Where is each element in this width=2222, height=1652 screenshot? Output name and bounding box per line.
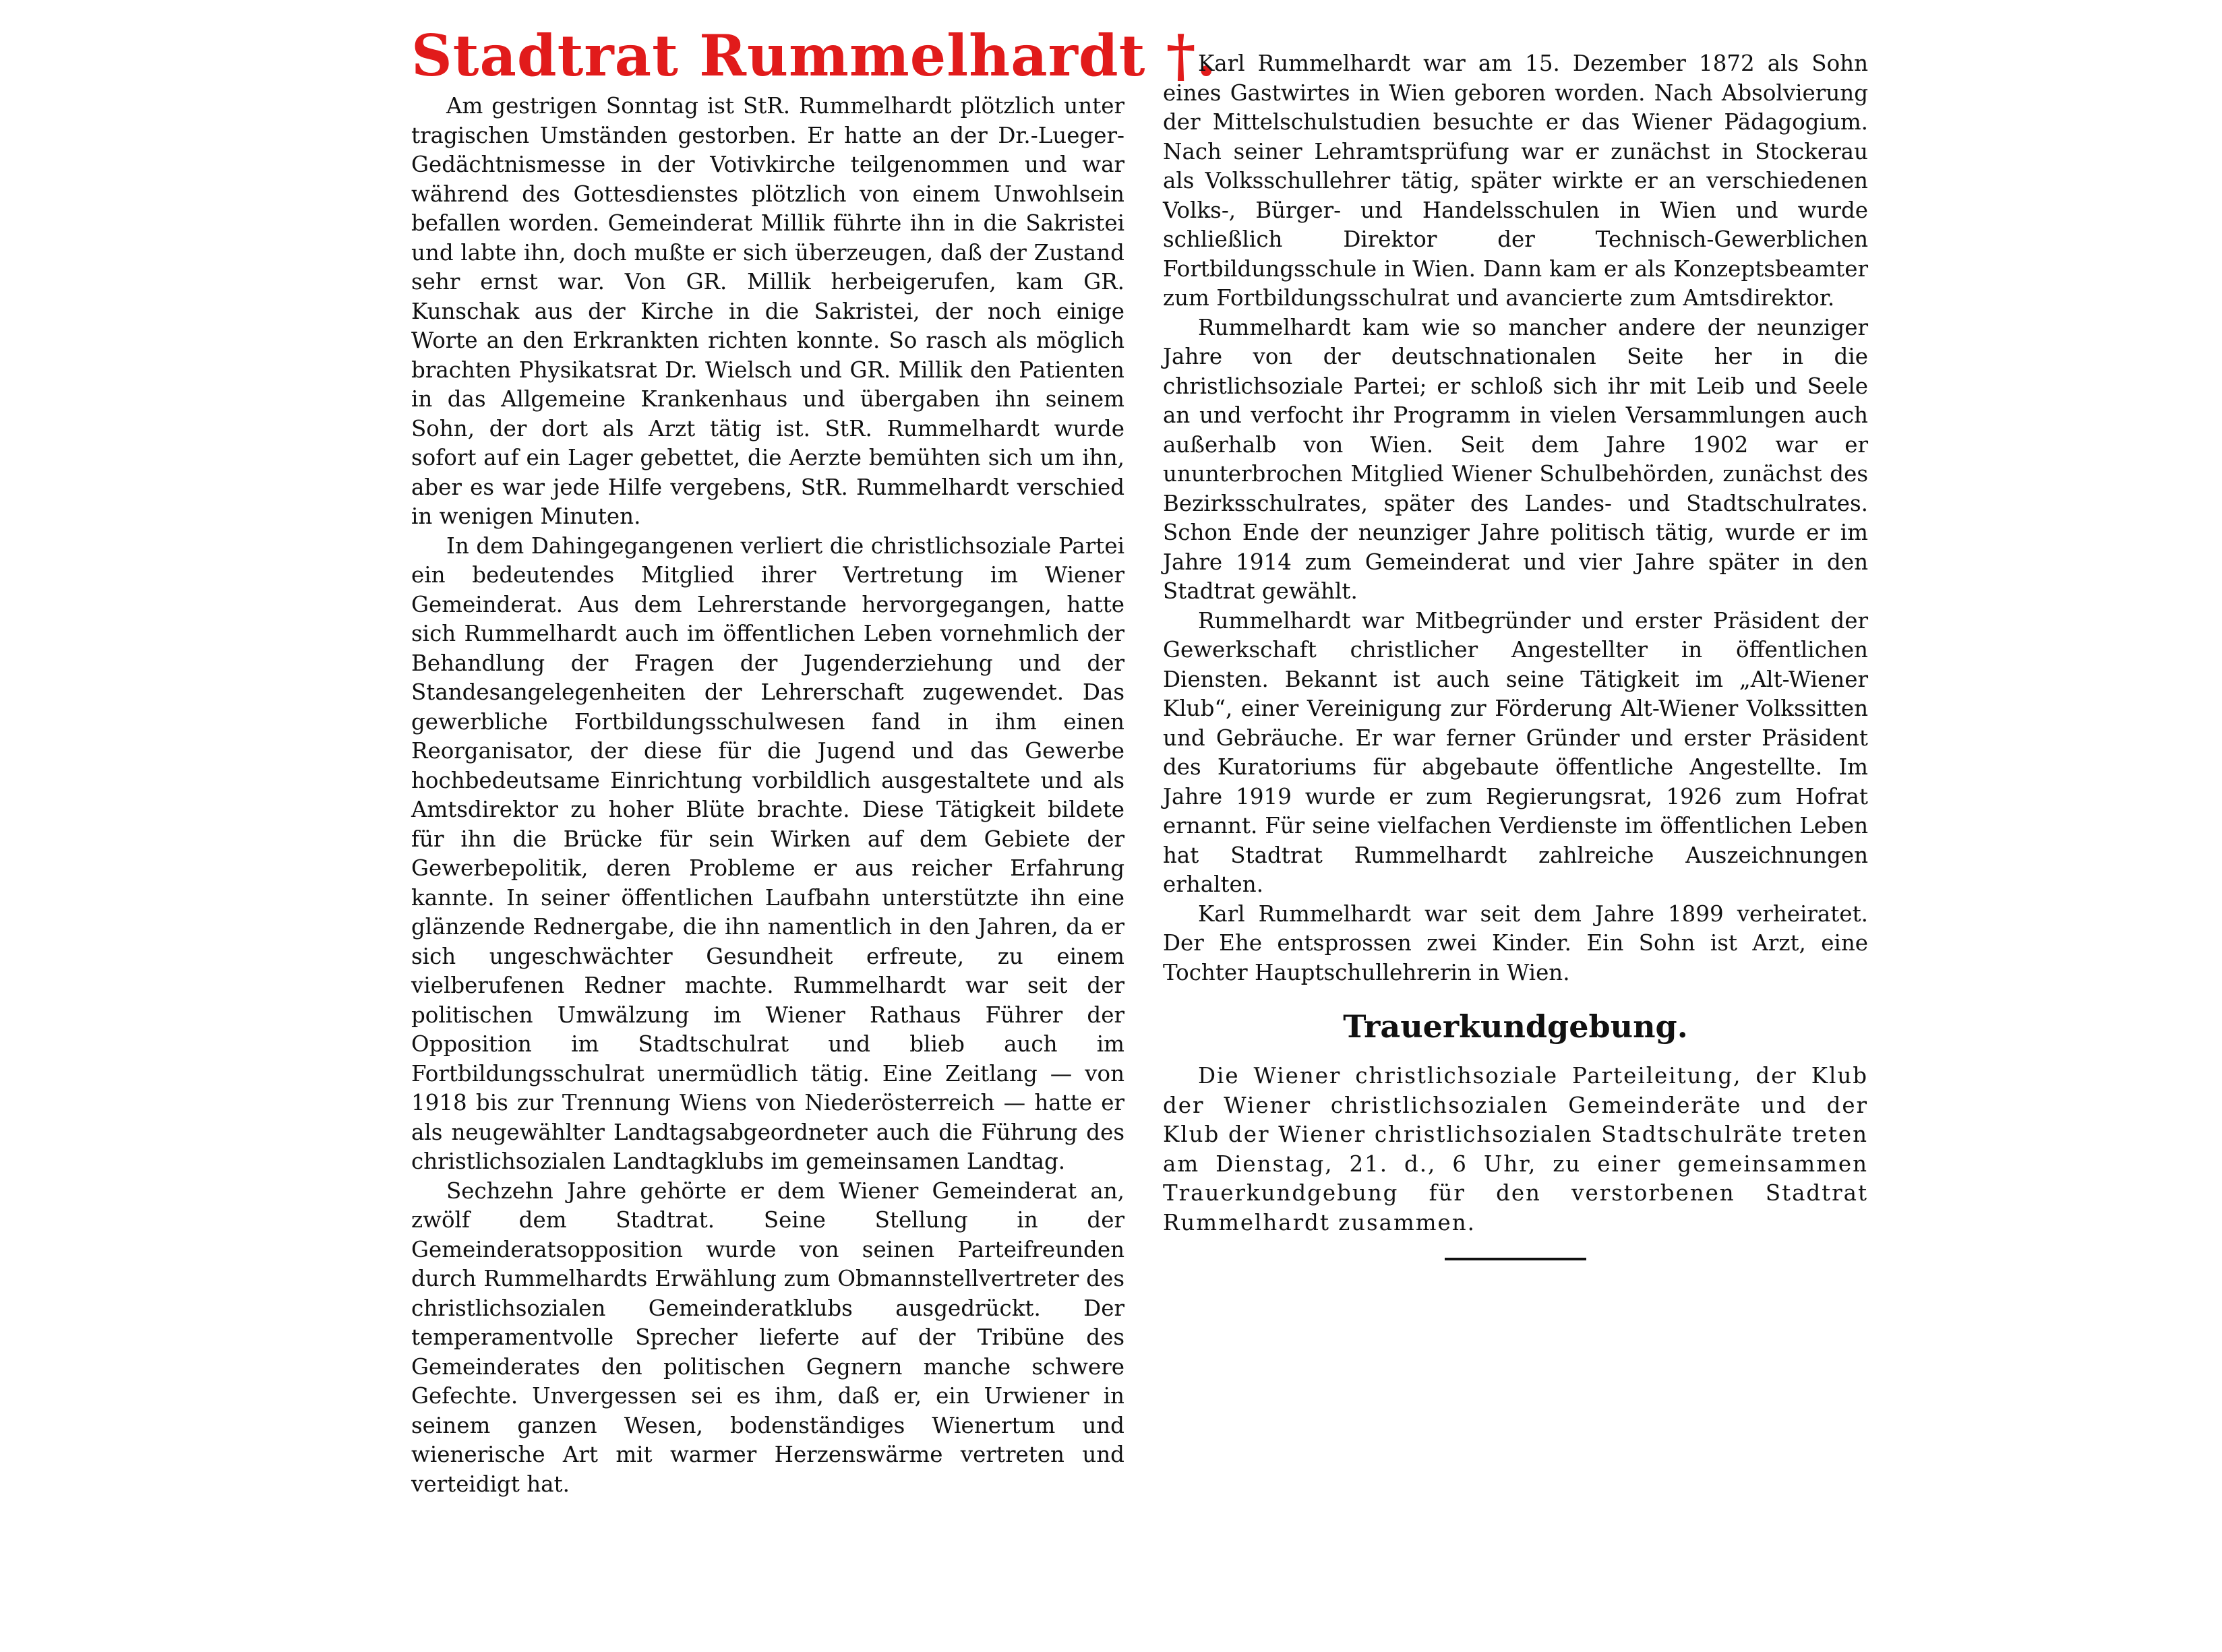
headline: Stadtrat Rummelhardt †.: [411, 22, 1217, 89]
paragraph-family: Karl Rummelhardt war seit dem Jahre 1899 verheiratet. Der Ehe entsprossen zwei Kinder. Ein Sohn ist Arzt, eine Tochter Hauptschullehrerin in Wien.: [1163, 900, 1868, 985]
right-column: [1163, 49, 1868, 1260]
closing-rule: [1445, 1258, 1586, 1260]
paragraph-party-role: In dem Dahingegangenen verliert die christlichsoziale Partei ein bedeutendes Mitglied ihrer Vertretung im Wiener Gemeinderat. Aus dem Lehrerstande hervorgegangen, hatte sich Rummelhardt auch im öffentlichen Leben vornehmlich der Behandlung der Fragen der Jugenderziehung und der Standesangelegenheiten der Lehrerschaft zugewendet. Das gewerbliche Fortbildungsschulwesen fand in ihm einen Reorganisator, der diese für die Jugend und das Gewerbe hochbedeutsame Einrichtung vorbildlich ausgestaltete und als Amtsdirektor zu hoher Blüte brachte. Diese Tätigkeit bildete für ihn die Brücke für sein Wirken auf dem Gebiete der Gewerbepolitik, deren Probleme er aus reicher Erfahrung kannte. In seiner öffentlichen Laufbahn unterstützte ihn eine glänzende Rednergabe, die ihn namentlich in den Jahren, da er sich ungeschwächter Gesundheit erfreute, zu einem vielberufenen Redner machte. Rummelhardt war seit der politischen Umwälzung im Wiener Rathaus Führer der Opposition im Stadtschulrat und blieb auch im Fortbildungsschulrat unermüdlich tätig. Eine Zeitlang — von 1918 bis zur Trennung Wiens von Niederösterreich — hatte er als neugewählter Landtagsabgeordneter auch die Führung des christlichsozialen Landtagklubs im gemeinsamen Landtag.: [411, 532, 1124, 1174]
paragraph-mourning-notice: Die Wiener christlichsoziale Parteileitung, der Klub der Wiener christlichsozialen Gemeinderäte und der Klub der Wiener christlichsozialen Stadtschulräte treten am Dienstag, 21. d., 6 Uhr, zu einer gemeinsammen Trauerkundgebung für den verstorbenen Stadtrat Rummelhardt zusammen.: [1163, 1063, 1868, 1235]
subheading-trauerkundgebung: Trauerkundgebung.: [1343, 1008, 1688, 1045]
paragraph-biography: Karl Rummelhardt war am 15. Dezember 1872 als Sohn eines Gastwirtes in Wien geboren worden. Nach Absolvierung der Mittelschulstudien besuchte er das Wiener Pädagogium. Nach seiner Lehramtsprüfung war er zunächst in Stockerau als Volksschullehrer tätig, später wirkte er an verschiedenen Volks-, Bürger- und Handelsschulen in Wien und wurde schließlich Direktor der Technisch-Gewerblichen Fortbildungsschule in Wien. Dann kam er als Konzeptsbeamter zum Fortbildungsschulrat und avancierte zum Amtsdirektor.: [1163, 51, 1868, 311]
paragraph-associations: Rummelhardt war Mitbegründer und erster Präsident der Gewerkschaft christlicher Angestellter in öffentlichen Diensten. Bekannt ist auch seine Tätigkeit im „Alt-Wiener Klub“, einer Vereinigung zur Förderung Alt-Wiener Volkssitten und Gebräuche. Er war ferner Gründer und erster Präsident des Kuratoriums für abgebaute öffentliche Angestellte. Im Jahre 1919 wurde er zum Regierungsrat, 1926 zum Hofrat ernannt. Für seine vielfachen Verdienste im öffentlichen Leben hat Stadtrat Rummelhardt zahlreiche Auszeichnungen erhalten.: [1163, 607, 1868, 897]
paragraph-council-years: Sechzehn Jahre gehörte er dem Wiener Gemeinderat an, zwölf dem Stadtrat. Seine Stellung in der Gemeinderatsopposition wurde von seinen Parteifreunden durch Rummelhardts Erwählung zum Obmannstellvertreter des christlichsozialen Gemeinderatklubs ausgedrückt. Der temperamentvolle Sprecher lieferte auf der Tribüne des Gemeinderates den politischen Gegnern manche schwere Gefechte. Unvergessen sei es ihm, daß er, ein Urwiener in seinem ganzen Wesen, bodenständiges Wienertum und wienerische Art mit warmer Herzenswärme vertreten und verteidigt hat.: [411, 1177, 1124, 1497]
left-column: [411, 92, 1124, 1499]
paragraph-political-career: Rummelhardt kam wie so mancher andere der neunziger Jahre von der deutschnationalen Seite her in die christlichsoziale Partei; er schloß sich ihr mit Leib und Seele an und verfocht ihr Programm in vielen Versammlungen auch außerhalb von Wien. Seit dem Jahre 1902 war er ununterbrochen Mitglied Wiener Schulbehörden, zunächst des Bezirksschulrates, später des Landes- und Stadtschulrates. Schon Ende der neunziger Jahre politisch tätig, wurde er im Jahre 1914 zum Gemeinderat und vier Jahre später in den Stadtrat gewählt.: [1163, 314, 1868, 604]
paragraph-death-report: Am gestrigen Sonntag ist StR. Rummelhardt plötzlich unter tragischen Umständen gestorben. Er hatte an der Dr.-Lueger-Gedächtnismesse in der Votivkirche teilgenommen und war während des Gottesdienstes plötzlich von einem Unwohlsein befallen worden. Gemeinderat Millik führte ihn in die Sakristei und labte ihn, doch mußte er sich überzeugen, daß der Zustand sehr ernst war. Von GR. Millik herbeigerufen, kam GR. Kunschak aus der Kirche in die Sakristei, der noch einige Worte an den Erkrankten richten konnte. So rasch als möglich brachten Physikatsrat Dr. Wielsch und GR. Millik den Patienten in das Allgemeine Krankenhaus und übergaben ihn seinem Sohn, der dort als Arzt tätig ist. StR. Rummelhardt wurde sofort auf ein Lager gebettet, die Aerzte bemühten sich um ihn, aber es war jede Hilfe vergebens, StR. Rummelhardt verschied in wenigen Minuten.: [411, 93, 1124, 529]
